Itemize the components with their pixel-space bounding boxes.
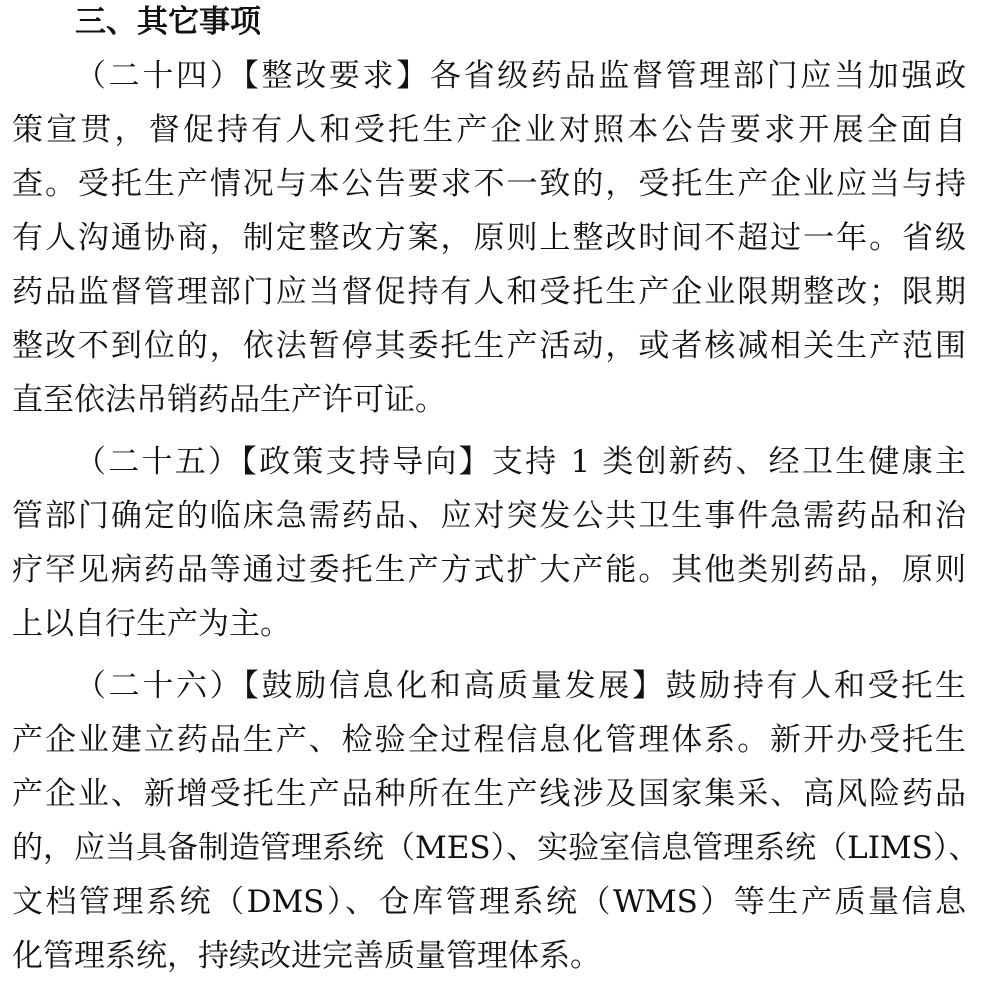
paragraph-24-line-7: 直至依法吊销药品生产许可证。: [12, 382, 446, 418]
paragraph-26-line-3: 产企业、新增受托生产品种所在生产线涉及国家集采、高风险药品: [12, 776, 966, 812]
paragraph-26-line-6: 化管理系统，持续改进完善质量管理体系。: [12, 938, 601, 974]
paragraph-24-line-6: 整改不到位的，依法暂停其委托生产活动，或者核减相关生产范围: [12, 328, 966, 364]
section-heading: 三、其它事项: [75, 4, 261, 40]
paragraph-25-line-2: 管部门确定的临床急需药品、应对突发公共卫生事件急需药品和治: [12, 498, 966, 534]
paragraph-24-line-2: 策宣贯，督促持有人和受托生产企业对照本公告要求开展全面自: [12, 112, 966, 148]
paragraph-26-line-5: 文档管理系统（DMS）、仓库管理系统（WMS）等生产质量信息: [12, 884, 966, 920]
paragraph-25-line-4: 上以自行生产为主。: [12, 606, 291, 642]
paragraph-24-line-3: 查。受托生产情况与本公告要求不一致的，受托生产企业应当与持: [12, 166, 966, 202]
paragraph-24-line-1: （二十四）【整改要求】各省级药品监督管理部门应当加强政: [75, 58, 966, 94]
paragraph-26-line-2: 产企业建立药品生产、检验全过程信息化管理体系。新开办受托生: [12, 722, 966, 758]
paragraph-25-line-3: 疗罕见病药品等通过委托生产方式扩大产能。其他类别药品，原则: [12, 552, 966, 588]
paragraph-24-line-5: 药品监督管理部门应当督促持有人和受托生产企业限期整改；限期: [12, 274, 966, 310]
paragraph-26-line-4: 的，应当具备制造管理系统（MES）、实验室信息管理系统（LIMS）、: [12, 830, 980, 866]
paragraph-26-line-1: （二十六）【鼓励信息化和高质量发展】鼓励持有人和受托生: [75, 668, 966, 704]
paragraph-24-line-4: 有人沟通协商，制定整改方案，原则上整改时间不超过一年。省级: [12, 220, 966, 256]
paragraph-25-line-1: （二十五）【政策支持导向】支持 1 类创新药、经卫生健康主: [75, 444, 966, 480]
